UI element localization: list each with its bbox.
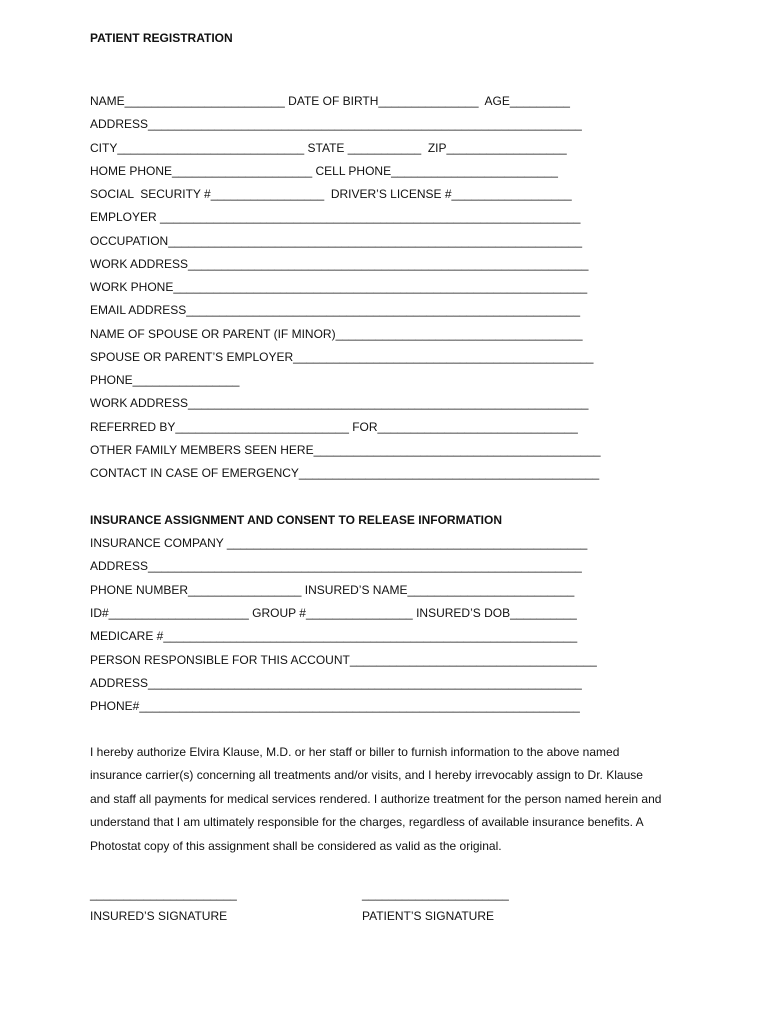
insured-signature-line: ______________________ — [90, 887, 237, 901]
home-cell-phone-field: HOME PHONE_____________________ CELL PHONE_________________________ — [90, 164, 558, 178]
name-dob-age-field: NAME________________________ DATE OF BIRTH_______________ AGE_________ — [90, 94, 570, 108]
medicare-field: MEDICARE #______________________________________________________________ — [90, 629, 578, 643]
authorization-paragraph — [90, 741, 690, 858]
family-members-field: OTHER FAMILY MEMBERS SEEN HERE___________________________________________ — [90, 443, 601, 457]
responsible-person-field: PERSON RESPONSIBLE FOR THIS ACCOUNT_____________________________________ — [90, 653, 597, 667]
city-state-zip-field: CITY____________________________ STATE ___________ ZIP__________________ — [90, 141, 567, 155]
occupation-field: OCCUPATION______________________________________________________________ — [90, 234, 582, 248]
email-address-field: EMAIL ADDRESS___________________________________________________________ — [90, 303, 581, 317]
spouse-phone-field: PHONE________________ — [90, 373, 240, 387]
insurance-company-field: INSURANCE COMPANY ______________________________________________________ — [90, 536, 588, 550]
spouse-work-address-field: WORK ADDRESS____________________________________________________________ — [90, 396, 589, 410]
responsible-address-field: ADDRESS_________________________________________________________________ — [90, 676, 582, 690]
insured-signature-label: INSURED’S SIGNATURE — [90, 909, 228, 923]
page-title: PATIENT REGISTRATION — [90, 31, 233, 45]
authorization-line: insurance carrier(s) concerning all treatments and/or visits, and I hereby irrevocably assign to Dr. Klause — [90, 768, 643, 783]
spouse-parent-name-field: NAME OF SPOUSE OR PARENT (IF MINOR)_____________________________________ — [90, 327, 583, 341]
authorization-line: Photostat copy of this assignment shall be considered as valid as the original. — [90, 838, 502, 853]
insurance-phone-name-field: PHONE NUMBER_________________ INSURED’S NAME_________________________ — [90, 583, 575, 597]
emergency-contact-field: CONTACT IN CASE OF EMERGENCY_____________________________________________ — [90, 466, 600, 480]
patient-signature-line: ______________________ — [362, 887, 509, 901]
address-field: ADDRESS_________________________________________________________________ — [90, 117, 582, 131]
work-address-field: WORK ADDRESS____________________________________________________________ — [90, 257, 589, 271]
insurance-address-field: ADDRESS_________________________________________________________________ — [90, 559, 582, 573]
insurance-section-heading: INSURANCE ASSIGNMENT AND CONSENT TO RELEASE INFORMATION — [90, 513, 503, 527]
work-phone-field: WORK PHONE______________________________________________________________ — [90, 280, 588, 294]
authorization-line: I hereby authorize Elvira Klause, M.D. or her staff or biller to furnish information to the above named — [90, 745, 620, 759]
employer-field: EMPLOYER _______________________________________________________________ — [90, 210, 581, 224]
patient-signature-label: PATIENT’S SIGNATURE — [362, 909, 495, 923]
authorization-line: and staff all payments for medical services rendered. I authorize treatment for the person named herein and — [90, 791, 662, 806]
ssn-license-field: SOCIAL SECURITY #_________________ DRIVER’S LICENSE #__________________ — [90, 187, 572, 201]
referred-by-field: REFERRED BY__________________________ FOR______________________________ — [90, 420, 578, 434]
id-group-dob-field: ID#_____________________ GROUP #________________ INSURED’S DOB__________ — [90, 606, 577, 620]
authorization-line: understand that I am ultimately responsible for the charges, regardless of available insurance benefits. A — [90, 815, 644, 830]
spouse-employer-field: SPOUSE OR PARENT’S EMPLOYER_____________________________________________ — [90, 350, 594, 364]
responsible-phone-field: PHONE#__________________________________________________________________ — [90, 699, 580, 713]
